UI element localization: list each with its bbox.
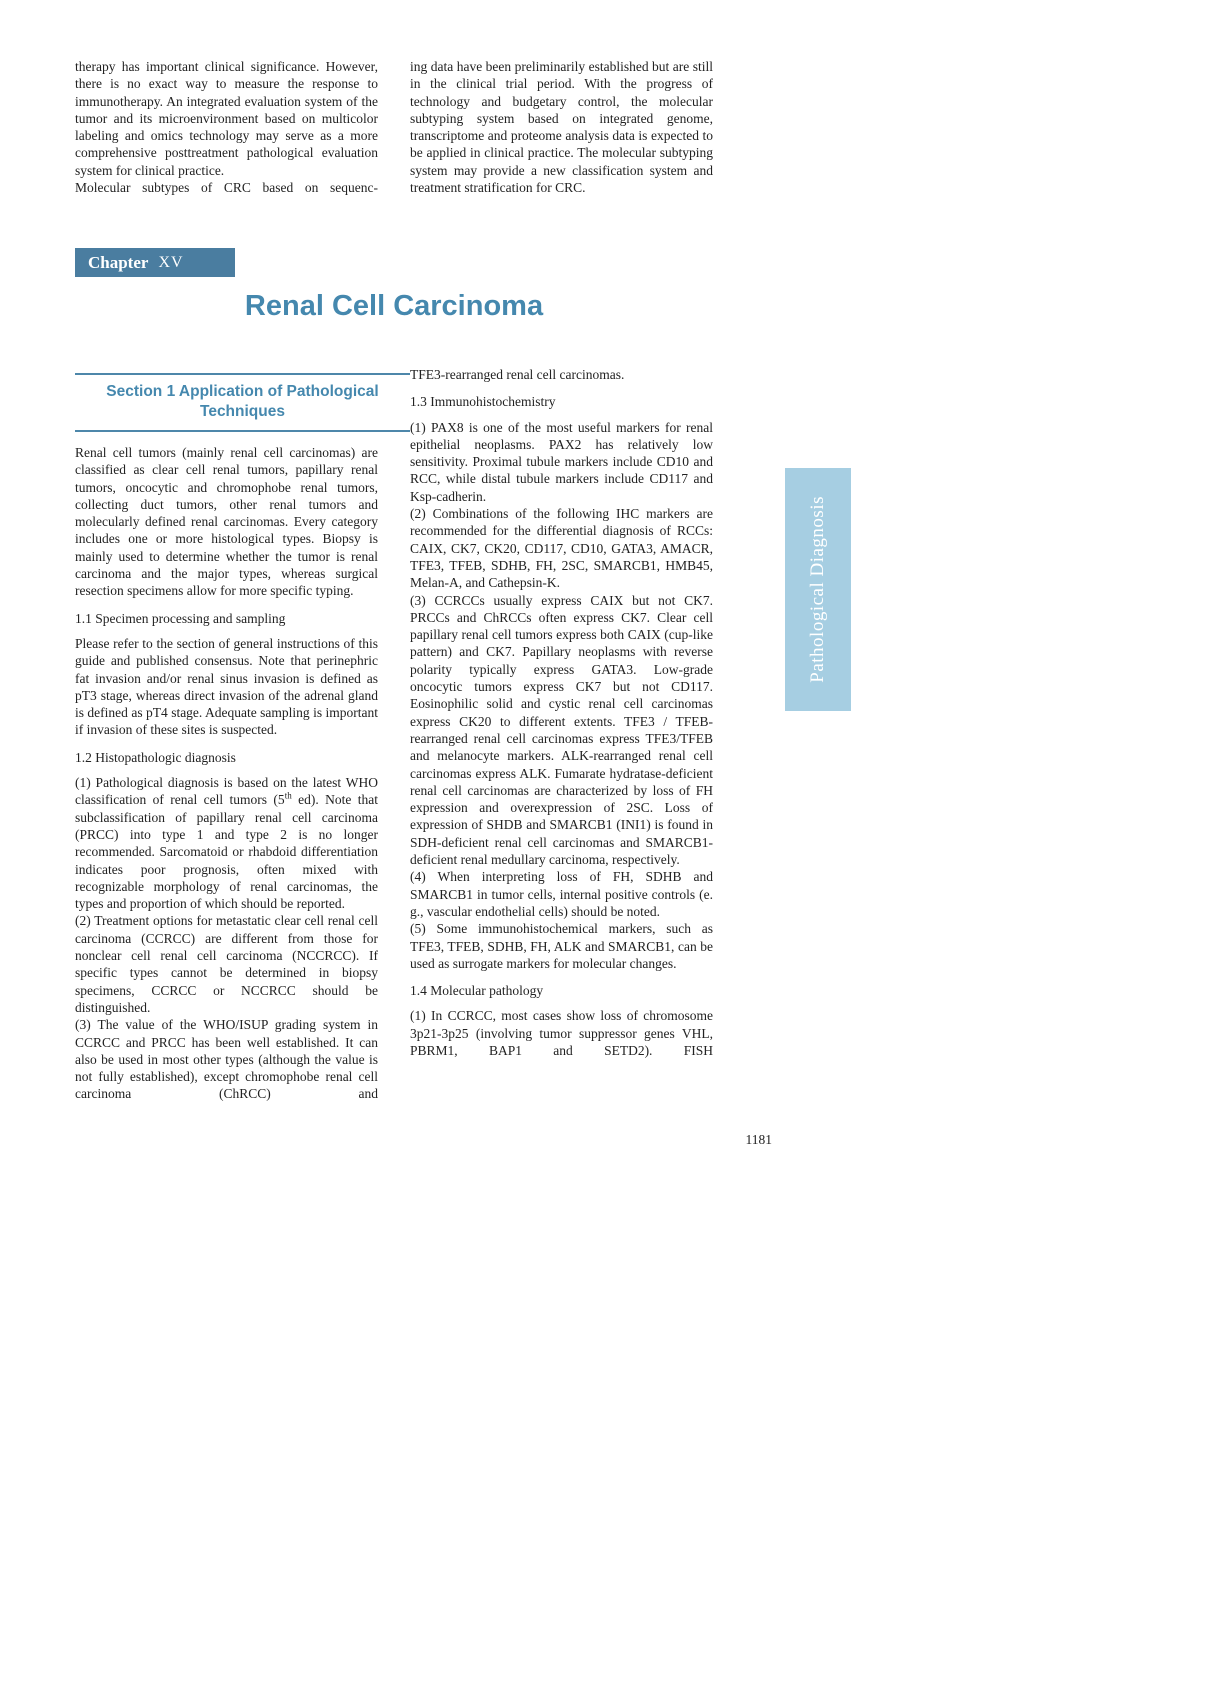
subsection-heading-1-4: 1.4 Molecular pathology: [410, 983, 544, 999]
page-number: 1181: [745, 1132, 772, 1147]
paragraph-1-2-item1: [75, 774, 378, 912]
subsection-heading-1-1: 1.1 Specimen processing and sampling: [75, 610, 286, 626]
chapter-title: Renal Cell Carcinoma: [244, 290, 544, 322]
subsection-heading-1-2: 1.2 Histopathologic diagnosis: [75, 749, 236, 765]
paragraph-1-4-item1: (1) In CCRCC, most cases show loss of chromosome 3p21-3p25 (involving tumor suppressor genes VHL, PBRM1, BAP1 and SETD2). FISH: [410, 1008, 713, 1058]
thumb-index-tab: [785, 468, 851, 711]
paragraph-1-3-item4: (4) When interpreting loss of FH, SDHB and SMARCB1 in tumor cells, internal positive controls (e. g., vascular endothelial cells) should be noted.: [410, 869, 713, 919]
prelude-columns: [75, 58, 713, 196]
prelude-left-column: [75, 58, 378, 196]
ordinal-superscript: th: [284, 790, 292, 801]
section-intro-paragraph: Renal cell tumors (mainly renal cell carcinomas) are classified as clear cell renal tumors, papillary renal tumors, oncocytic and chromophobe renal tumors, collecting duct tumors, other renal tumors and molecularly defined renal carcinomas. Every category includes one or more histological types. Biopsy is mainly used to determine whether the tumor is renal carcinoma and the major types, whereas surgical resection specimens allow for more specific typing.: [75, 445, 378, 599]
prelude-right-column: [410, 58, 713, 196]
item1-text-pre: (1) Pathological diagnosis is based on the latest WHO classification of renal cell tumors (5: [75, 775, 378, 808]
chapter-banner: [75, 248, 235, 277]
continuation-paragraph: TFE3-rearranged renal cell carcinomas.: [410, 367, 625, 382]
paragraph-1-2-item3: (3) The value of the WHO/ISUP grading system in CCRCC and PRCC has been well established. It can also be used in most other types (although the value is not fully established), except chromophobe renal cell carcinoma (ChRCC) and: [75, 1017, 378, 1102]
paragraph-1-1: Please refer to the section of general instructions of this guide and published consensus. Note that perinephric fat invasion and/or renal sinus invasion is defined as pT3 stage, whereas direct invasion of the adrenal gland is defined as pT4 stage. Adequate sampling is important if invasion of these sites is suspected.: [75, 635, 378, 738]
prelude-paragraph: ing data have been preliminarily established but are still in the clinical trial period. With the progress of technology and budgetary control, the molecular subtyping system based on integrated genome, transcriptome and proteome analysis data is expected to be applied in clinical practice. The molecular subtyping system may provide a new classification system and treatment stratification for CRC.: [410, 59, 713, 196]
chapter-numeral: XV: [158, 253, 184, 271]
paragraph-1-3-item5: (5) Some immunohistochemical markers, such as TFE3, TFEB, SDHB, FH, ALK and SMARCB1, can be used as surrogate markers for molecular changes.: [410, 921, 713, 971]
thumb-index-label: Pathological Diagnosis: [807, 496, 828, 683]
paragraph-1-3-item3: (3) CCRCCs usually express CAIX but not CK7. PRCCs and ChRCCs often express CK7. Clear cell papillary renal cell tumors express both CAIX (cup-like pattern) and CK7. Papillary neoplasms with reverse polarity typically express GATA3. Low-grade oncocytic tumors express CK7 but not CD117. Eosinophilic solid and cystic renal cell carcinomas express CK20 to different extents. TFE3 / TFEB-rearranged renal cell carcinomas express TFE3/TFEB and melanocyte markers. ALK-rearranged renal cell carcinomas express ALK. Fumarate hydratase-deficient renal cell carcinomas are characterized by loss of FH expression and overexpression of 2SC. Loss of expression of SHDB and SMARCB1 (INI1) is found in SDH-deficient renal cell carcinomas and SMARCB1-deficient renal medullary carcinoma, respectively.: [410, 592, 713, 868]
section-heading: Section 1 Application of Pathological Techniques: [75, 373, 410, 432]
main-left-column: [75, 366, 378, 1103]
prelude-paragraph: therapy has important clinical significance. However, there is no exact way to measure the response to immunotherapy. An integrated evaluation system of the tumor and its microenvironment based on multicolor labeling and omics technology may serve as a more comprehensive posttreatment pathological evaluation system for clinical practice.: [75, 59, 378, 178]
paragraph-1-2-item2: (2) Treatment options for metastatic clear cell renal cell carcinoma (CCRCC) are different from those for nonclear cell renal cell carcinoma (NCCRCC). If specific types cannot be determined in biopsy specimens, CCRCC or NCCRCC should be distinguished.: [75, 913, 378, 1015]
item1-text-post: ed). Note that subclassification of papillary renal cell carcinoma (PRCC) into type 1 and type 2 is no longer recommended. Sarcomatoid or rhabdoid differentiation indicates poor prognosis, often mixed with recognizable morphology of renal carcinomas, the types and proportion of which should be reported.: [75, 792, 378, 912]
main-columns: [75, 366, 713, 1103]
paragraph-1-3-item1: (1) PAX8 is one of the most useful markers for renal epithelial neoplasms. PAX2 has relatively low sensitivity. Proximal tubule markers include CD10 and RCC, while distal tubule markers include CD117 and Ksp-cadherin.: [410, 419, 713, 504]
main-right-column: [410, 366, 713, 1103]
subsection-heading-1-3: 1.3 Immunohistochemistry: [410, 394, 556, 410]
chapter-label: Chapter: [88, 252, 149, 272]
prelude-paragraph: Molecular subtypes of CRC based on sequenc-: [75, 180, 378, 196]
paragraph-1-3-item2: (2) Combinations of the following IHC markers are recommended for the differential diagnosis of RCCs: CAIX, CK7, CK20, CD117, CD10, GATA3, AMACR, TFE3, TFEB, SDHB, FH, 2SC, SMARCB1, HMB45, Melan-A, and Cathepsin-K.: [410, 506, 713, 591]
